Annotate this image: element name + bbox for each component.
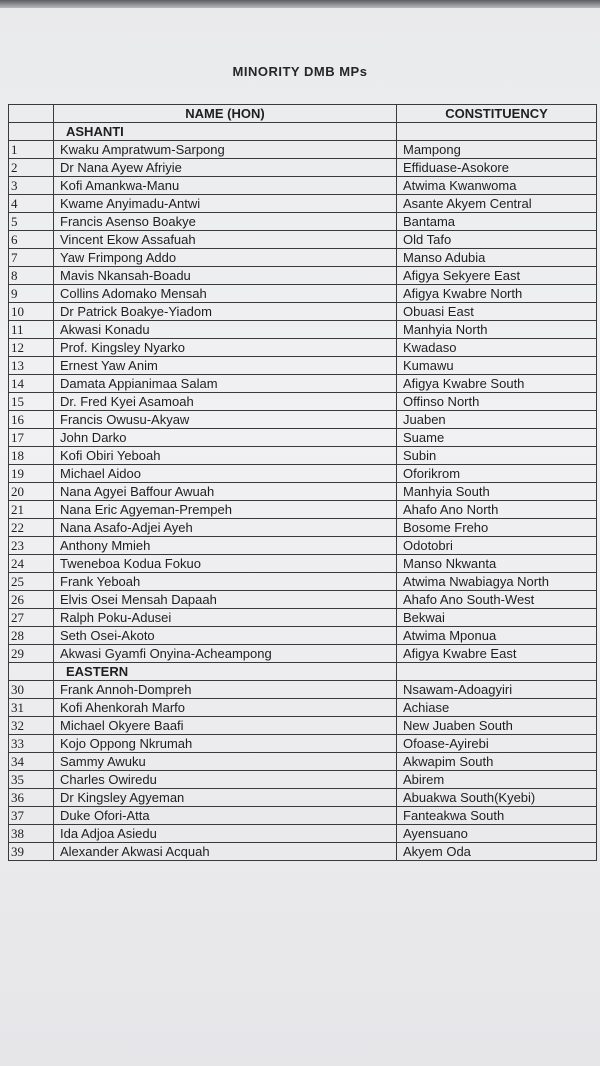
constituency-name: Asante Akyem Central (397, 195, 597, 213)
table-row (9, 609, 597, 627)
row-number: 4 (9, 195, 54, 213)
row-number: 26 (9, 591, 54, 609)
mp-name: Nana Eric Agyeman-Prempeh (54, 501, 397, 519)
constituency-name: Afigya Sekyere East (397, 267, 597, 285)
constituency-name: Atwima Mponua (397, 627, 597, 645)
row-number: 37 (9, 807, 54, 825)
table-body (9, 123, 597, 861)
mp-name: Dr Kingsley Agyeman (54, 789, 397, 807)
table-row (9, 555, 597, 573)
mp-name: Frank Yeboah (54, 573, 397, 591)
region-name: EASTERN (54, 663, 397, 681)
constituency-name: Bekwai (397, 609, 597, 627)
table-header-row (9, 105, 597, 123)
constituency-name: Suame (397, 429, 597, 447)
constituency-name: Obuasi East (397, 303, 597, 321)
page-title: MINORITY DMB MPs (232, 64, 368, 79)
table-row (9, 735, 597, 753)
header-name: NAME (HON) (54, 105, 397, 123)
mp-name: Francis Asenso Boakye (54, 213, 397, 231)
table-row (9, 141, 597, 159)
constituency-name: Abuakwa South(Kyebi) (397, 789, 597, 807)
constituency-name: Odotobri (397, 537, 597, 555)
constituency-name: Nsawam-Adoagyiri (397, 681, 597, 699)
table-row (9, 807, 597, 825)
row-number: 16 (9, 411, 54, 429)
constituency-name: Oforikrom (397, 465, 597, 483)
constituency-name: Offinso North (397, 393, 597, 411)
mp-name: John Darko (54, 429, 397, 447)
table-row (9, 681, 597, 699)
header-number (9, 105, 54, 123)
row-number: 7 (9, 249, 54, 267)
mp-name: Alexander Akwasi Acquah (54, 843, 397, 861)
constituency-name: New Juaben South (397, 717, 597, 735)
row-number: 8 (9, 267, 54, 285)
constituency-name: Afigya Kwabre North (397, 285, 597, 303)
table-row (9, 699, 597, 717)
constituency-name: Fanteakwa South (397, 807, 597, 825)
row-number: 15 (9, 393, 54, 411)
mp-name: Sammy Awuku (54, 753, 397, 771)
constituency-name: Abirem (397, 771, 597, 789)
constituency-name: Manhyia South (397, 483, 597, 501)
table-row (9, 447, 597, 465)
mp-name: Tweneboa Kodua Fokuo (54, 555, 397, 573)
row-number: 17 (9, 429, 54, 447)
row-number: 32 (9, 717, 54, 735)
table-row (9, 339, 597, 357)
mp-name: Vincent Ekow Assafuah (54, 231, 397, 249)
mp-name: Frank Annoh-Dompreh (54, 681, 397, 699)
row-number: 34 (9, 753, 54, 771)
table-row (9, 393, 597, 411)
row-number: 39 (9, 843, 54, 861)
mp-name: Dr. Fred Kyei Asamoah (54, 393, 397, 411)
row-number: 6 (9, 231, 54, 249)
row-number: 13 (9, 357, 54, 375)
region-row (9, 123, 597, 141)
row-number: 18 (9, 447, 54, 465)
mp-name: Kojo Oppong Nkrumah (54, 735, 397, 753)
table-row (9, 177, 597, 195)
constituency-name: Ofoase-Ayirebi (397, 735, 597, 753)
constituency-name: Ayensuano (397, 825, 597, 843)
constituency-name: Atwima Nwabiagya North (397, 573, 597, 591)
constituency-name: Manhyia North (397, 321, 597, 339)
mp-name: Nana Asafo-Adjei Ayeh (54, 519, 397, 537)
row-number: 19 (9, 465, 54, 483)
constituency-name: Effiduase-Asokore (397, 159, 597, 177)
mp-table (8, 104, 597, 861)
table-row (9, 573, 597, 591)
table-row (9, 537, 597, 555)
table-row (9, 789, 597, 807)
mp-name: Kofi Ahenkorah Marfo (54, 699, 397, 717)
mp-name: Francis Owusu-Akyaw (54, 411, 397, 429)
mp-name: Michael Okyere Baafi (54, 717, 397, 735)
constituency-name: Kwadaso (397, 339, 597, 357)
table-row (9, 627, 597, 645)
row-number: 5 (9, 213, 54, 231)
header-constituency: CONSTITUENCY (397, 105, 597, 123)
constituency-name: Mampong (397, 141, 597, 159)
row-number: 31 (9, 699, 54, 717)
mp-name: Damata Appianimaa Salam (54, 375, 397, 393)
mp-name: Prof. Kingsley Nyarko (54, 339, 397, 357)
mp-name: Michael Aidoo (54, 465, 397, 483)
mp-name: Duke Ofori-Atta (54, 807, 397, 825)
mp-name: Charles Owiredu (54, 771, 397, 789)
table-row (9, 825, 597, 843)
region-name: ASHANTI (54, 123, 397, 141)
constituency-name: Akyem Oda (397, 843, 597, 861)
constituency-name: Kumawu (397, 357, 597, 375)
constituency-name: Old Tafo (397, 231, 597, 249)
row-number: 21 (9, 501, 54, 519)
row-number: 23 (9, 537, 54, 555)
region-row (9, 663, 597, 681)
row-number: 35 (9, 771, 54, 789)
table-row (9, 591, 597, 609)
mp-name: Collins Adomako Mensah (54, 285, 397, 303)
region-number-cell (9, 663, 54, 681)
table-row (9, 213, 597, 231)
mp-name: Ralph Poku-Adusei (54, 609, 397, 627)
row-number: 1 (9, 141, 54, 159)
row-number: 9 (9, 285, 54, 303)
table-row (9, 771, 597, 789)
mp-name: Nana Agyei Baffour Awuah (54, 483, 397, 501)
table-row (9, 645, 597, 663)
table-row (9, 249, 597, 267)
row-number: 29 (9, 645, 54, 663)
row-number: 22 (9, 519, 54, 537)
region-number-cell (9, 123, 54, 141)
sheet-top-edge (0, 0, 600, 8)
row-number: 14 (9, 375, 54, 393)
mp-name: Kwame Anyimadu-Antwi (54, 195, 397, 213)
constituency-name: Achiase (397, 699, 597, 717)
constituency-name: Manso Nkwanta (397, 555, 597, 573)
row-number: 12 (9, 339, 54, 357)
mp-name: Mavis Nkansah-Boadu (54, 267, 397, 285)
table-row (9, 195, 597, 213)
constituency-name: Ahafo Ano South-West (397, 591, 597, 609)
table-row (9, 231, 597, 249)
table-row (9, 321, 597, 339)
mp-name: Akwasi Gyamfi Onyina-Acheampong (54, 645, 397, 663)
table-row (9, 519, 597, 537)
row-number: 10 (9, 303, 54, 321)
constituency-name: Bantama (397, 213, 597, 231)
mp-name: Ernest Yaw Anim (54, 357, 397, 375)
constituency-name: Afigya Kwabre East (397, 645, 597, 663)
row-number: 20 (9, 483, 54, 501)
table-row (9, 843, 597, 861)
constituency-name: Subin (397, 447, 597, 465)
constituency-name: Atwima Kwanwoma (397, 177, 597, 195)
row-number: 11 (9, 321, 54, 339)
region-constituency-cell (397, 663, 597, 681)
mp-name: Anthony Mmieh (54, 537, 397, 555)
mp-name: Kofi Amankwa-Manu (54, 177, 397, 195)
mp-name: Kwaku Ampratwum-Sarpong (54, 141, 397, 159)
constituency-name: Ahafo Ano North (397, 501, 597, 519)
row-number: 33 (9, 735, 54, 753)
constituency-name: Bosome Freho (397, 519, 597, 537)
row-number: 3 (9, 177, 54, 195)
row-number: 2 (9, 159, 54, 177)
table-row (9, 267, 597, 285)
mp-name: Dr Patrick Boakye-Yiadom (54, 303, 397, 321)
mp-name: Ida Adjoa Asiedu (54, 825, 397, 843)
mp-name: Yaw Frimpong Addo (54, 249, 397, 267)
table-row (9, 753, 597, 771)
row-number: 28 (9, 627, 54, 645)
table-row (9, 501, 597, 519)
row-number: 30 (9, 681, 54, 699)
mp-name: Kofi Obiri Yeboah (54, 447, 397, 465)
constituency-name: Manso Adubia (397, 249, 597, 267)
table-row (9, 285, 597, 303)
mp-name: Akwasi Konadu (54, 321, 397, 339)
mp-name: Dr Nana Ayew Afriyie (54, 159, 397, 177)
table-row (9, 159, 597, 177)
row-number: 25 (9, 573, 54, 591)
constituency-name: Akwapim South (397, 753, 597, 771)
constituency-name: Afigya Kwabre South (397, 375, 597, 393)
table-row (9, 465, 597, 483)
region-constituency-cell (397, 123, 597, 141)
row-number: 36 (9, 789, 54, 807)
row-number: 27 (9, 609, 54, 627)
table-row (9, 717, 597, 735)
table-row (9, 303, 597, 321)
mp-name: Seth Osei-Akoto (54, 627, 397, 645)
table-row (9, 429, 597, 447)
row-number: 24 (9, 555, 54, 573)
table-row (9, 375, 597, 393)
table-row (9, 357, 597, 375)
row-number: 38 (9, 825, 54, 843)
constituency-name: Juaben (397, 411, 597, 429)
table-row (9, 483, 597, 501)
table-row (9, 411, 597, 429)
mp-name: Elvis Osei Mensah Dapaah (54, 591, 397, 609)
